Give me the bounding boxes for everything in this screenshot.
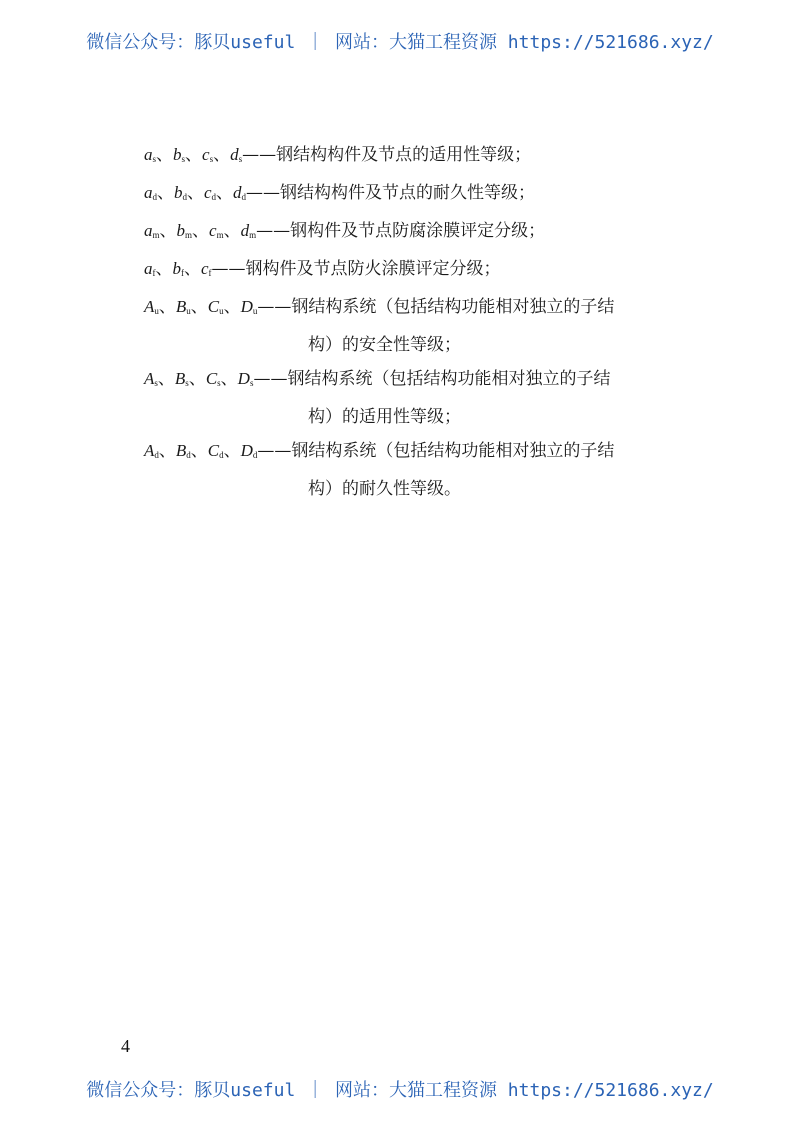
- symbol-subscript: s: [152, 154, 157, 164]
- symbol: [144, 145, 156, 164]
- definition-text: ——钢结构系统（包括结构功能相对独立的子结: [257, 297, 615, 317]
- symbol-base: B: [175, 441, 187, 460]
- symbol-subscript: u: [186, 306, 191, 316]
- symbol-base: c: [202, 145, 210, 164]
- footer-watermark: 微信公众号：豚贝useful ｜ 网站：大猫工程资源 https://521686.xyz/: [86, 1080, 714, 1101]
- symbol: [144, 297, 159, 316]
- symbol-subscript: f: [181, 268, 184, 278]
- separator: 、: [185, 145, 203, 165]
- symbol-base: a: [144, 221, 153, 240]
- symbol-subscript: d: [154, 450, 159, 460]
- symbol-subscript: d: [252, 450, 258, 460]
- symbol-base: B: [174, 369, 186, 388]
- symbol-base: C: [207, 297, 220, 316]
- symbol-subscript: d: [182, 192, 187, 202]
- symbol: [176, 297, 191, 316]
- symbol: [241, 441, 258, 460]
- definition-text: ——钢结构系统（包括结构功能相对独立的子结: [253, 369, 611, 389]
- symbol: [204, 183, 216, 202]
- definition-item: [144, 176, 704, 214]
- symbol-base: d: [230, 145, 239, 164]
- symbol: [241, 297, 258, 316]
- separator: 、: [220, 369, 238, 389]
- symbol-base: A: [144, 441, 155, 460]
- definition-text: ——钢结构系统（包括结构功能相对独立的子结: [257, 441, 615, 461]
- symbol: [208, 441, 224, 460]
- separator: 、: [157, 369, 175, 389]
- symbol: [175, 369, 189, 388]
- separator: 、: [213, 145, 231, 165]
- symbol-base: a: [144, 145, 153, 164]
- symbol: [202, 145, 213, 164]
- definition-text: ——钢结构构件及节点的适用性等级；: [242, 145, 532, 165]
- symbol-base: D: [240, 297, 253, 316]
- symbol-subscript: u: [154, 306, 159, 316]
- symbol: [238, 369, 254, 388]
- symbol-base: A: [144, 297, 155, 316]
- definition-item: [144, 138, 704, 176]
- symbol-base: c: [204, 183, 212, 202]
- symbol-subscript: s: [185, 378, 189, 388]
- symbol-subscript: m: [216, 230, 224, 240]
- symbol-base: b: [172, 259, 181, 278]
- symbol-subscript: s: [209, 154, 214, 164]
- symbol-subscript: d: [219, 450, 224, 460]
- symbol: [241, 221, 257, 240]
- separator: 、: [216, 183, 234, 203]
- separator: 、: [187, 183, 204, 203]
- symbol: [144, 221, 160, 240]
- separator: 、: [190, 441, 208, 461]
- symbol-subscript: s: [181, 154, 186, 164]
- symbol: [144, 259, 156, 278]
- symbol-base: D: [237, 369, 250, 388]
- symbol: [208, 297, 224, 316]
- symbol-subscript: d: [152, 192, 157, 202]
- symbol-base: b: [173, 145, 182, 164]
- symbol-subscript: d: [211, 192, 217, 202]
- symbol-subscript: s: [217, 378, 221, 388]
- symbol-subscript: u: [219, 306, 224, 316]
- page-number: 4: [121, 1036, 130, 1056]
- definition-item: [144, 214, 704, 252]
- symbol-subscript: f: [208, 268, 212, 278]
- symbol-subscript: s: [249, 378, 254, 388]
- symbol: [174, 183, 187, 202]
- symbol: [173, 259, 185, 278]
- definition-item: [144, 290, 704, 362]
- symbol-subscript: d: [186, 450, 191, 460]
- symbol-base: A: [144, 369, 155, 388]
- separator: 、: [190, 297, 208, 317]
- header-watermark: 微信公众号：豚贝useful ｜ 网站：大猫工程资源 https://521686.xyz/: [86, 32, 714, 53]
- symbol: [201, 259, 212, 278]
- separator: 、: [223, 297, 241, 317]
- definition-item: [144, 252, 704, 290]
- symbol: [230, 145, 242, 164]
- symbol-base: a: [144, 259, 153, 278]
- symbol: [173, 145, 185, 164]
- symbol-base: b: [176, 221, 186, 240]
- separator: 、: [223, 221, 241, 241]
- separator: 、: [156, 145, 174, 165]
- symbol-subscript: m: [249, 230, 257, 240]
- separator: 、: [158, 441, 176, 461]
- definition-text: ——钢结构构件及节点的耐久性等级；: [246, 183, 536, 203]
- symbol-base: d: [240, 221, 250, 240]
- symbol-subscript: s: [154, 378, 158, 388]
- symbol-base: a: [144, 183, 153, 202]
- symbol-subscript: m: [152, 230, 160, 240]
- separator: 、: [155, 259, 173, 279]
- symbol: [176, 441, 191, 460]
- separator: 、: [223, 441, 241, 461]
- symbol-base: C: [205, 369, 218, 388]
- definition-text-continued: 构）的安全性等级；: [308, 335, 461, 355]
- definition-text-continued: 构）的适用性等级；: [308, 407, 461, 427]
- symbol-base: B: [175, 297, 187, 316]
- separator: 、: [188, 369, 206, 389]
- symbol-base: D: [240, 441, 253, 460]
- symbol: [144, 441, 159, 460]
- separator: 、: [158, 297, 176, 317]
- separator: 、: [159, 221, 177, 241]
- symbol: [177, 221, 193, 240]
- symbol: [144, 183, 157, 202]
- symbol-subscript: s: [238, 154, 243, 164]
- symbol: [233, 183, 246, 202]
- definition-text-continued: 构）的耐久性等级。: [308, 479, 461, 499]
- symbol-subscript: m: [185, 230, 193, 240]
- symbol-base: d: [233, 183, 242, 202]
- symbol-base: b: [174, 183, 183, 202]
- separator: 、: [184, 259, 201, 279]
- separator: 、: [192, 221, 210, 241]
- definition-text: ——钢构件及节点防腐涂膜评定分级；: [256, 221, 546, 241]
- symbol-subscript: f: [152, 268, 156, 278]
- definition-item: [144, 434, 704, 506]
- definition-text: ——钢构件及节点防火涂膜评定分级；: [211, 259, 501, 279]
- symbol-subscript: d: [241, 192, 247, 202]
- symbol-base: c: [201, 259, 209, 278]
- symbol-base: C: [207, 441, 220, 460]
- symbol: [144, 369, 158, 388]
- symbol-base: c: [209, 221, 217, 240]
- separator: 、: [157, 183, 174, 203]
- symbol-definitions-list: [144, 138, 704, 506]
- definition-item: [144, 362, 704, 434]
- symbol-subscript: u: [252, 306, 258, 316]
- symbol: [206, 369, 221, 388]
- symbol: [209, 221, 224, 240]
